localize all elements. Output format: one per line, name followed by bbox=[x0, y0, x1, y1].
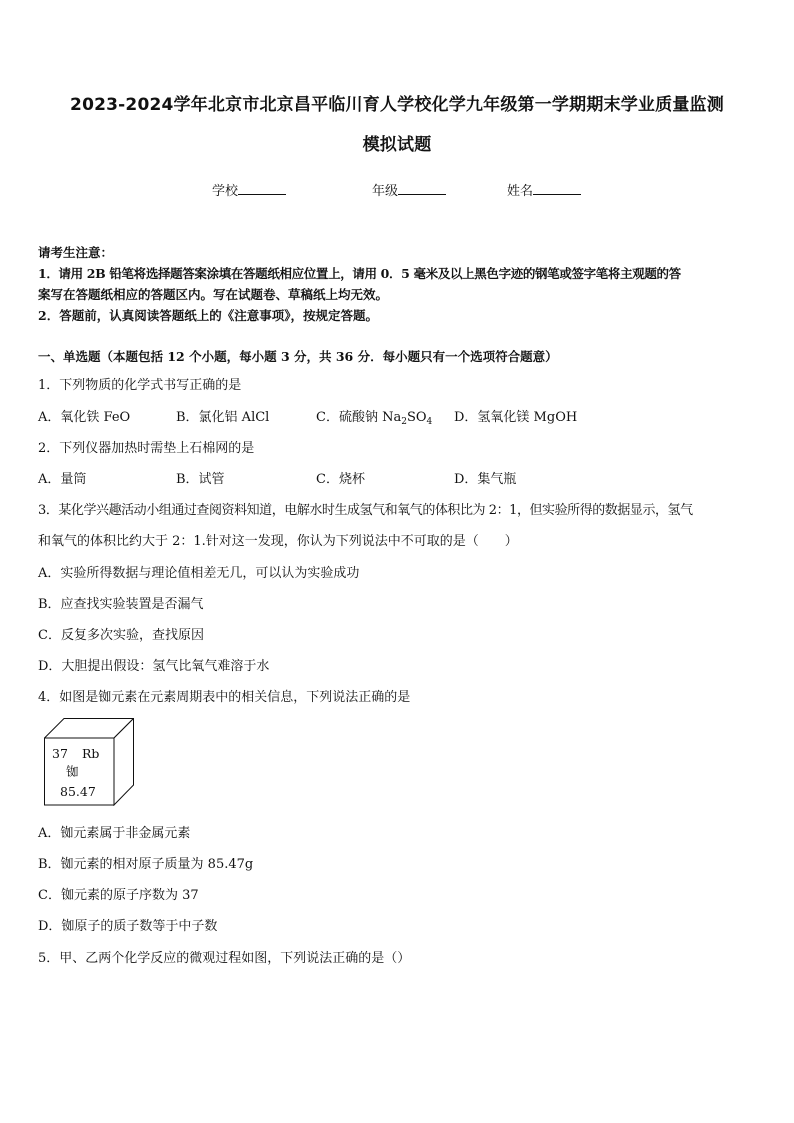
q2-option-a[interactable]: A．量筒 bbox=[38, 472, 87, 487]
q1-stem: 1．下列物质的化学式书写正确的是 bbox=[38, 378, 242, 393]
element-name: 铷 bbox=[66, 764, 79, 779]
q3-option-a[interactable]: A．实验所得数据与理论值相差无几，可以认为实验成功 bbox=[38, 566, 360, 581]
school-field[interactable] bbox=[212, 180, 286, 199]
grade-field[interactable] bbox=[372, 180, 446, 199]
q3-option-b[interactable]: B．应查找实验装置是否漏气 bbox=[38, 597, 204, 612]
q1-option-c-mid: SO bbox=[406, 410, 427, 425]
q1-option-c-prefix: C．硫酸钠 Na bbox=[316, 410, 402, 425]
q4-option-b[interactable]: B．铷元素的相对原子质量为 85.47g bbox=[38, 857, 254, 872]
rubidium-element-card bbox=[44, 718, 134, 806]
exam-title-line1: 2023-2024学年北京市北京昌平临川育人学校化学九年级第一学期期末学业质量监测 bbox=[70, 95, 724, 115]
element-atomic-mass: 85.47 bbox=[60, 784, 96, 799]
q1-option-c-sub1: 2 bbox=[401, 417, 407, 427]
q5-stem: 5．甲、乙两个化学反应的微观过程如图，下列说法正确的是（） bbox=[38, 951, 411, 966]
q4-option-a[interactable]: A．铷元素属于非金属元素 bbox=[38, 826, 191, 841]
q4-stem: 4．如图是铷元素在元素周期表中的相关信息，下列说法正确的是 bbox=[38, 690, 411, 705]
notice-item1-line2: 案写在答题纸相应的答题区内。写在试题卷、草稿纸上均无效。 bbox=[38, 287, 389, 302]
q4-option-c[interactable]: C．铷元素的原子序数为 37 bbox=[38, 888, 199, 903]
q1-option-b[interactable]: B．氯化铝 AlCl bbox=[176, 410, 270, 425]
q3-option-d[interactable]: D．大胆提出假设：氢气比氧气难溶于水 bbox=[38, 659, 270, 674]
q1-option-d[interactable]: D．氢氧化镁 MgOH bbox=[454, 410, 578, 425]
school-blank[interactable] bbox=[238, 183, 286, 195]
element-atomic-number: 37 bbox=[52, 746, 68, 761]
q2-option-d[interactable]: D．集气瓶 bbox=[454, 472, 517, 487]
q4-option-d[interactable]: D．铷原子的质子数等于中子数 bbox=[38, 919, 218, 934]
notice-item2: 2．答题前，认真阅读答题纸上的《注意事项》，按规定答题。 bbox=[38, 308, 378, 323]
element-symbol: Rb bbox=[82, 746, 100, 761]
q3-stem-line2: 和氧气的体积比约大于 2：1.针对这一发现，你认为下列说法中不可取的是（ ） bbox=[38, 534, 518, 549]
q1-option-a[interactable]: A．氧化铁 FeO bbox=[38, 410, 131, 425]
grade-blank[interactable] bbox=[398, 183, 446, 195]
school-label: 学校 bbox=[212, 184, 239, 199]
q1-option-c-sub2: 4 bbox=[426, 417, 433, 427]
q2-option-b[interactable]: B．试管 bbox=[176, 472, 225, 487]
exam-title-line2: 模拟试题 bbox=[362, 135, 432, 155]
name-field[interactable] bbox=[507, 180, 581, 199]
notice-item1-line1: 1．请用 2B 铅笔将选择题答案涂填在答题纸相应位置上，请用 0．5 毫米及以上黑色字迹的钢笔或签字笔将主观题的答 bbox=[38, 266, 681, 281]
grade-label: 年级 bbox=[372, 184, 399, 199]
notice-heading: 请考生注意： bbox=[38, 245, 114, 260]
name-label: 姓名 bbox=[507, 184, 534, 199]
q1-option-c[interactable] bbox=[316, 406, 432, 427]
q2-stem: 2．下列仪器加热时需垫上石棉网的是 bbox=[38, 441, 255, 456]
q3-stem-line1: 3．某化学兴趣活动小组通过查阅资料知道，电解水时生成氢气和氧气的体积比为 2：1，但实验所得的数据显示，氢气 bbox=[38, 503, 693, 518]
section-heading: 一、单选题（本题包括 12 个小题，每小题 3 分，共 36 分．每小题只有一个选项符合题意） bbox=[38, 349, 558, 364]
name-blank[interactable] bbox=[533, 183, 581, 195]
q2-option-c[interactable]: C．烧杯 bbox=[316, 472, 365, 487]
q3-option-c[interactable]: C．反复多次实验，查找原因 bbox=[38, 628, 204, 643]
